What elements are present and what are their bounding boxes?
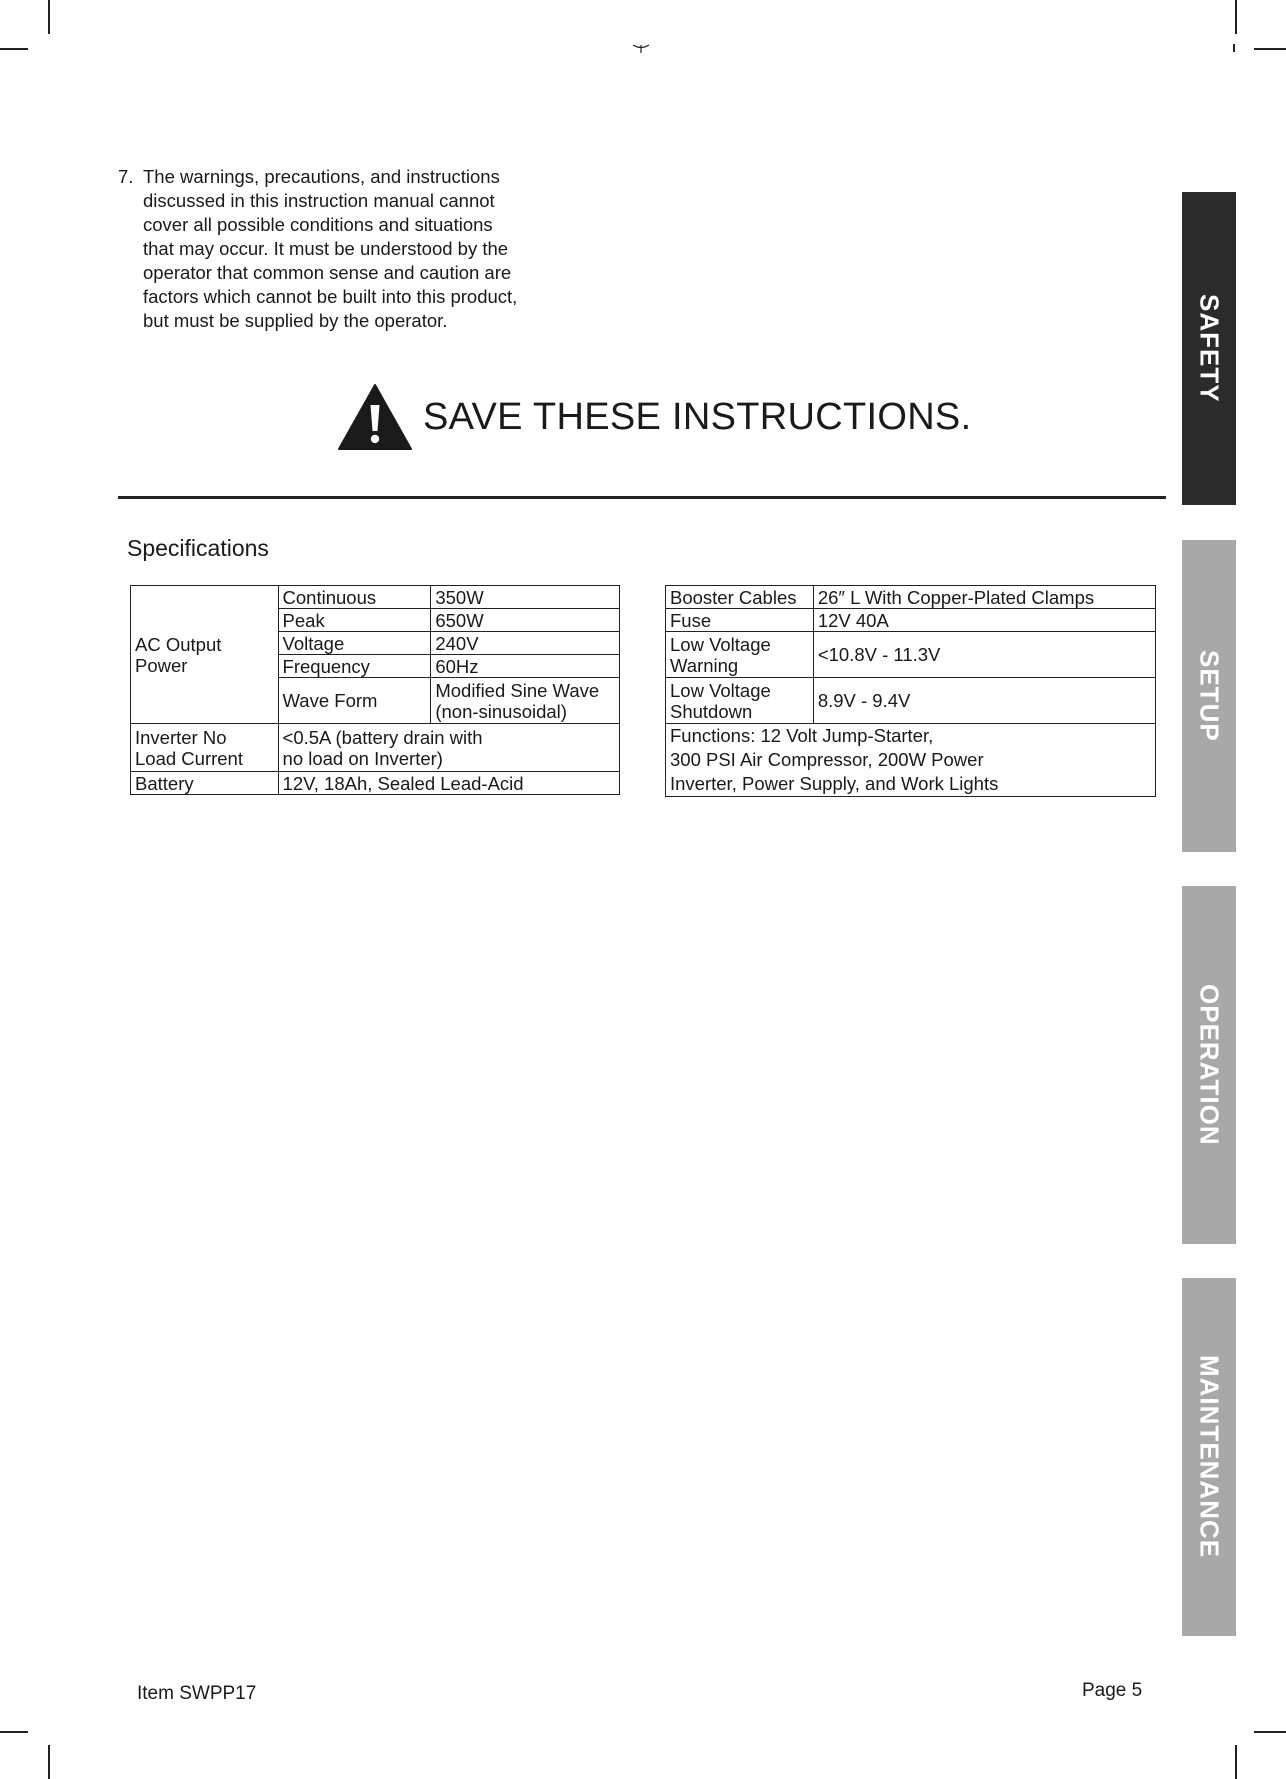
item-number-footer: Item SWPP17 — [137, 1683, 257, 1704]
ac-output-power-label: AC Output Power — [131, 586, 279, 724]
spec-value: 12V 40A — [813, 609, 1155, 632]
spec-label: Peak — [278, 609, 431, 632]
spec-value: 60Hz — [431, 655, 620, 678]
spec-value: 8.9V - 9.4V — [813, 678, 1155, 724]
crop-mark — [1254, 48, 1286, 50]
item-line: The warnings, precautions, and instructions — [143, 166, 500, 187]
specifications-heading: Specifications — [127, 535, 269, 561]
crop-mark — [1235, 0, 1237, 34]
spec-value: 650W — [431, 609, 620, 632]
item-number: 7. — [118, 166, 134, 187]
tab-label: SAFETY — [1194, 294, 1225, 403]
spec-table-right — [665, 585, 1156, 797]
spec-label: Battery — [131, 772, 279, 795]
spec-label: Fuse — [666, 609, 814, 632]
spec-value: 12V, 18Ah, Sealed Lead-Acid — [278, 772, 619, 795]
instruction-item-7 — [118, 165, 568, 333]
crop-mark — [0, 48, 28, 50]
crop-mark — [48, 0, 50, 34]
spec-label: Low Voltage Shutdown — [666, 678, 814, 724]
functions-description: Functions: 12 Volt Jump-Starter, 300 PSI Air Compressor, 200W Power Inverter, Power Supply, and Work Lights — [666, 724, 1156, 797]
crop-mark — [1233, 44, 1235, 52]
spec-table-left — [130, 585, 620, 795]
item-line: operator that common sense and caution are — [143, 262, 512, 283]
tab-label: OPERATION — [1194, 984, 1225, 1146]
warning-triangle-icon — [337, 383, 413, 451]
item-line: but must be supplied by the operator. — [143, 310, 448, 331]
crop-mark — [0, 1731, 28, 1733]
tab-maintenance[interactable] — [1182, 1278, 1236, 1636]
section-divider — [118, 496, 1166, 499]
spec-value: 240V — [431, 632, 620, 655]
tab-safety[interactable] — [1182, 192, 1236, 505]
spec-value: 350W — [431, 586, 620, 609]
spec-label: Frequency — [278, 655, 431, 678]
item-line: factors which cannot be built into this product, — [143, 286, 518, 307]
item-line: cover all possible conditions and situations — [143, 214, 493, 235]
spec-label: Inverter No Load Current — [131, 724, 279, 772]
item-line: that may occur. It must be understood by the — [143, 238, 509, 259]
spec-value: <0.5A (battery drain with no load on Inverter) — [278, 724, 619, 772]
page-number: Page 5 — [1082, 1680, 1143, 1701]
save-instructions-banner — [337, 384, 971, 450]
save-instructions-text: SAVE THESE INSTRUCTIONS. — [423, 395, 972, 438]
spec-label: Voltage — [278, 632, 431, 655]
spec-value: <10.8V - 11.3V — [813, 632, 1155, 678]
spec-value: 26″ L With Copper-Plated Clamps — [813, 586, 1155, 609]
item-line: discussed in this instruction manual cannot — [143, 190, 495, 211]
spec-value: Modified Sine Wave (non-sinusoidal) — [431, 678, 620, 724]
crop-mark — [1235, 1745, 1237, 1779]
tab-label: SETUP — [1194, 650, 1225, 742]
tab-operation[interactable] — [1182, 886, 1236, 1244]
crop-mark — [1254, 1731, 1286, 1733]
registration-mark-icon — [632, 42, 650, 54]
tab-setup[interactable] — [1182, 540, 1236, 852]
crop-mark — [48, 1745, 50, 1779]
spec-label: Low Voltage Warning — [666, 632, 814, 678]
spec-label: Wave Form — [278, 678, 431, 724]
spec-label: Continuous — [278, 586, 431, 609]
tab-label: MAINTENANCE — [1194, 1355, 1225, 1559]
spec-label: Booster Cables — [666, 586, 814, 609]
